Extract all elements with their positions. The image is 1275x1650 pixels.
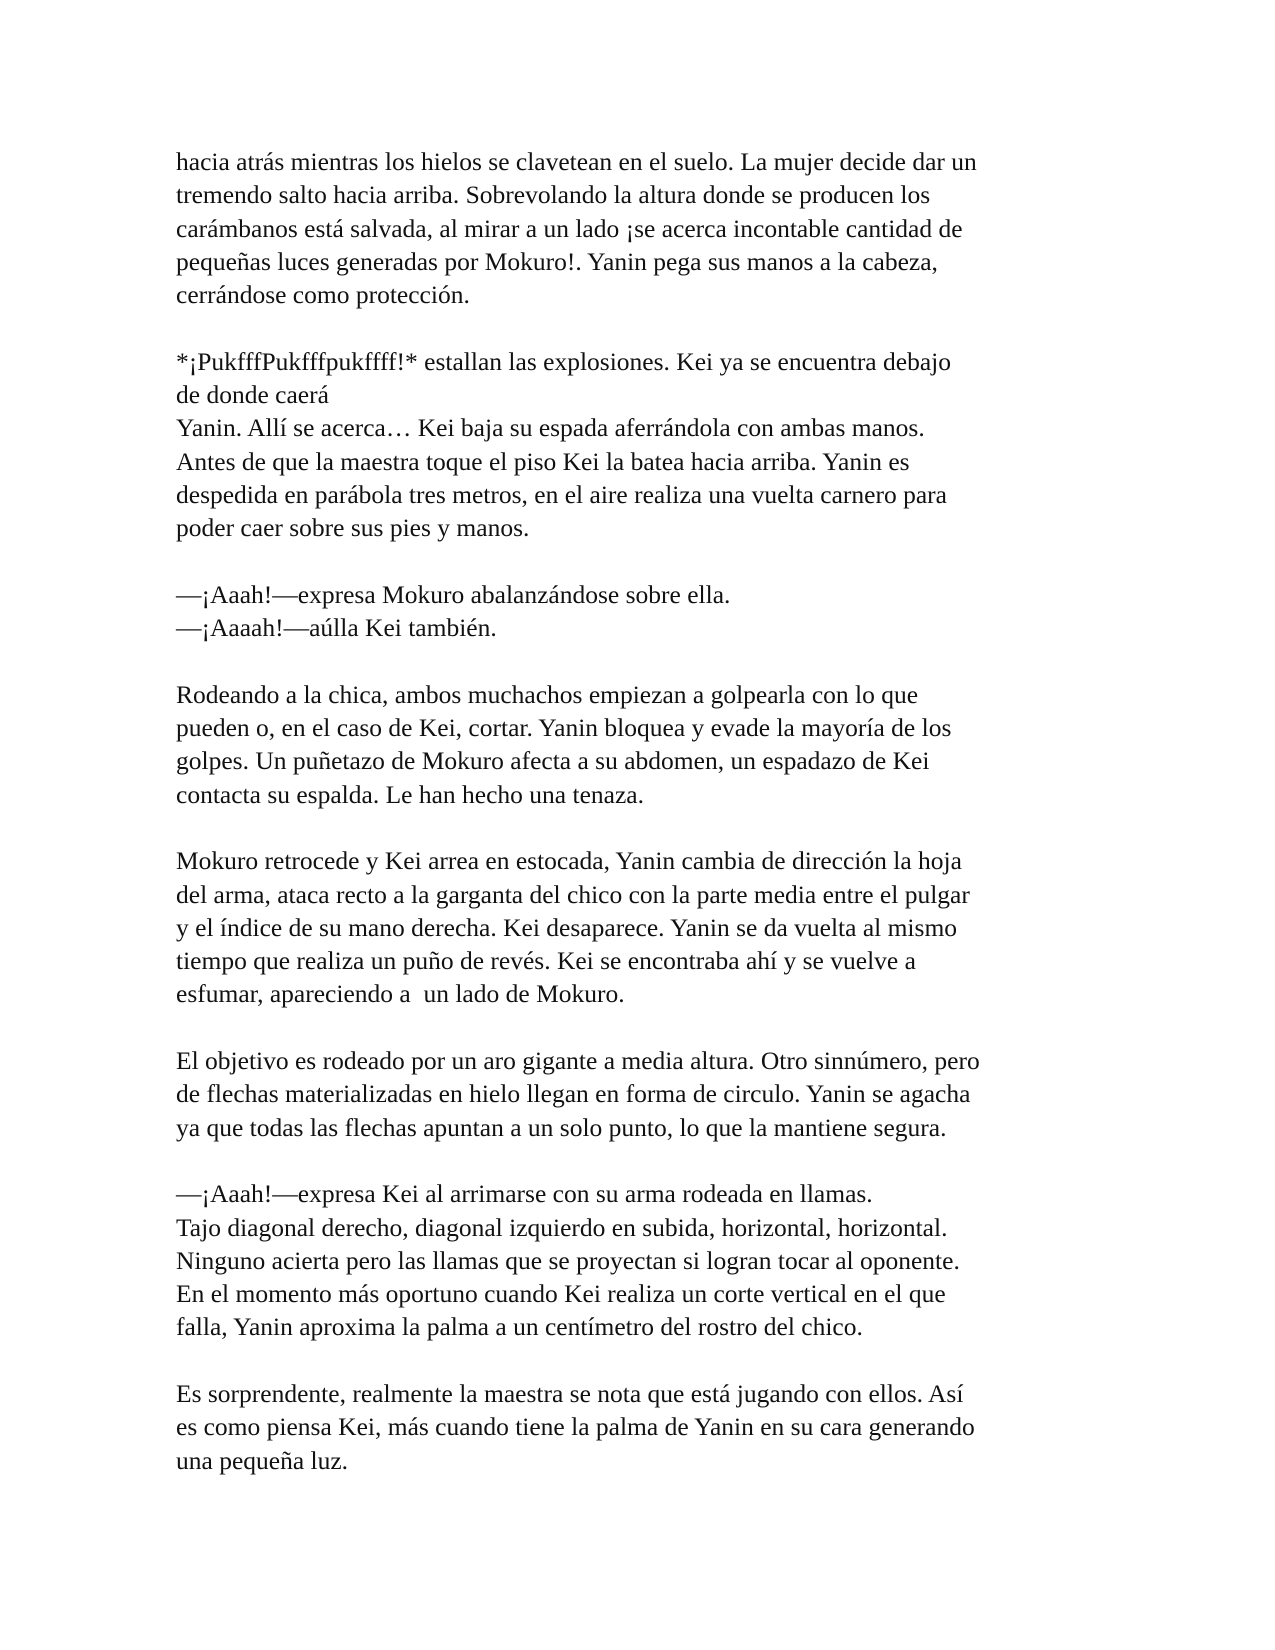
text-line: poder caer sobre sus pies y manos.	[176, 513, 530, 543]
paragraph-6	[176, 1044, 1116, 1144]
text-line: de donde caerá	[176, 380, 329, 410]
text-line: Mokuro retrocede y Kei arrea en estocada, Yanin cambia de dirección la hoja	[176, 846, 962, 876]
text-line: En el momento más oportuno cuando Kei realiza un corte vertical en el que	[176, 1279, 946, 1309]
paragraph-2	[176, 345, 1116, 545]
text-line: El objetivo es rodeado por un aro gigante a media altura. Otro sinnúmero, pero	[176, 1046, 980, 1076]
paragraph-7	[176, 1177, 1116, 1343]
text-line: hacia atrás mientras los hielos se clavetean en el suelo. La mujer decide dar un	[176, 147, 977, 176]
dialogue-line: —¡Aaah!—expresa Kei al arrimarse con su arma rodeada en llamas.	[176, 1179, 873, 1209]
text-line: es como piensa Kei, más cuando tiene la palma de Yanin en su cara generando	[176, 1412, 975, 1442]
document-page	[176, 145, 1116, 1510]
text-line: y el índice de su mano derecha. Kei desaparece. Yanin se da vuelta al mismo	[176, 912, 958, 942]
text-line: ya que todas las flechas apuntan a un solo punto, lo que la mantiene segura.	[176, 1112, 947, 1142]
text-line: cerrándose como protección.	[176, 280, 470, 310]
text-line: Tajo diagonal derecho, diagonal izquierdo en subida, horizontal, horizontal.	[176, 1212, 948, 1242]
text-line: tremendo salto hacia arriba. Sobrevolando la altura donde se producen los	[176, 180, 931, 210]
text-line: una pequeña luz.	[176, 1445, 349, 1475]
paragraph-3	[176, 578, 1116, 645]
paragraph-1	[176, 145, 1116, 311]
text-line: Rodeando a la chica, ambos muchachos empiezan a golpearla con lo que	[176, 679, 919, 709]
paragraph-8	[176, 1377, 1116, 1477]
text-line: pueden o, en el caso de Kei, cortar. Yanin bloquea y evade la mayoría de los	[176, 713, 952, 743]
text-line: Es sorprendente, realmente la maestra se nota que está jugando con ellos. Así	[176, 1378, 964, 1408]
text-line: de flechas materializadas en hielo llegan en forma de circulo. Yanin se agacha	[176, 1079, 971, 1109]
text-line: despedida en parábola tres metros, en el aire realiza una vuelta carnero para	[176, 479, 947, 509]
text-line: falla, Yanin aproxima la palma a un centímetro del rostro del chico.	[176, 1312, 863, 1342]
text-line: Antes de que la maestra toque el piso Kei la batea hacia arriba. Yanin es	[176, 446, 910, 476]
text-line: *¡PukfffPukfffpukffff!* estallan las explosiones. Kei ya se encuentra debajo	[176, 346, 951, 376]
text-line: esfumar, apareciendo a un lado de Mokuro.	[176, 979, 625, 1009]
text-line: contacta su espalda. Le han hecho una tenaza.	[176, 779, 644, 809]
paragraph-5	[176, 844, 1116, 1010]
text-line: golpes. Un puñetazo de Mokuro afecta a su abdomen, un espadazo de Kei	[176, 746, 930, 776]
text-line: Yanin. Allí se acerca… Kei baja su espada aferrándola con ambas manos.	[176, 413, 925, 443]
text-line: del arma, ataca recto a la garganta del chico con la parte media entre el pulgar	[176, 879, 970, 909]
dialogue-line: —¡Aaah!—expresa Mokuro abalanzándose sobre ella.	[176, 579, 731, 609]
text-line: tiempo que realiza un puño de revés. Kei se encontraba ahí y se vuelve a	[176, 946, 916, 976]
dialogue-line: —¡Aaaah!—aúlla Kei también.	[176, 613, 497, 643]
text-line: carámbanos está salvada, al mirar a un lado ¡se acerca incontable cantidad de	[176, 213, 963, 243]
text-line: Ninguno acierta pero las llamas que se proyectan si logran tocar al oponente.	[176, 1245, 960, 1275]
paragraph-4	[176, 678, 1116, 811]
text-line: pequeñas luces generadas por Mokuro!. Yanin pega sus manos a la cabeza,	[176, 246, 938, 276]
